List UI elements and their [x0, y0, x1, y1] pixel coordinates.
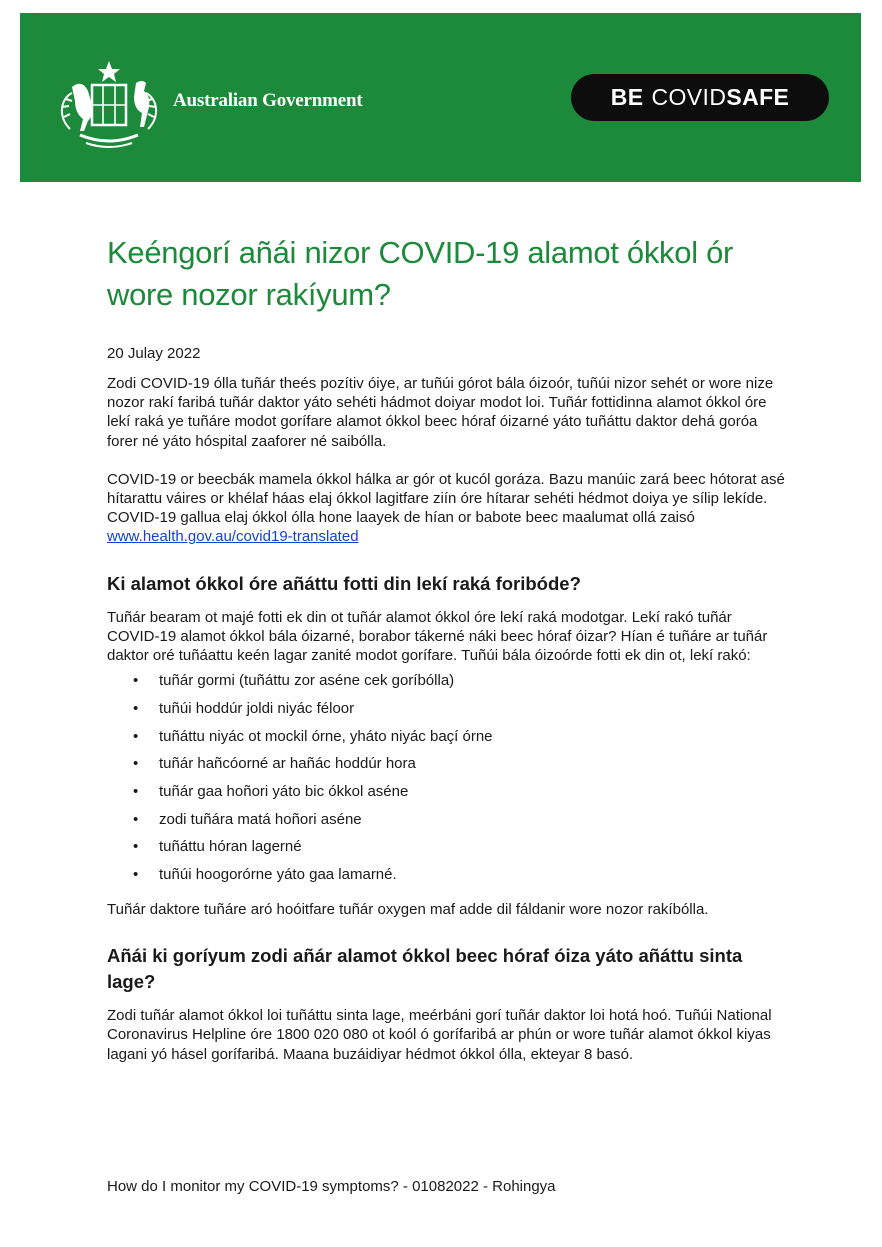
coat-of-arms-icon: [50, 57, 168, 149]
list-item: • zodi tuñára matá hoñori aséne: [107, 810, 787, 829]
intro-paragraph-2-text: COVID-19 or beecbák mamela ókkol hálka ar gór ot kucól goráza. Bazu manúic zará beec hótorat asé hítarattu váires or khélaf háas elaj ókkol lagitfare ziín óre hítarar sehéti hédmot doiya ye sílip lekíde. COVID-19 gallua elaj ókkol ólla hone laayek de hían or babote beec maalumat ollá zaisó: [107, 470, 785, 527]
section2-heading: Añái ki goríyum zodi añár alamot ókkol beec hóraf óiza yáto añáttu sinta lage?: [107, 945, 743, 993]
publication-date: 20 Julay 2022: [107, 345, 201, 362]
section2-paragraph: Zodi tuñár alamot ókkol loi tuñáttu sinta lage, meérbáni gorí tuñár daktor loi hotá hoó. Tuñúi National Coronavirus Helpline óre 1800 020 080 ot koól ó gorífaribá ar phún or wore tuñár alamot ókkol kiyas lagani yó hásel gorífaribá. Maana buzáidiyar hédmot ókkol ólla, ekteyar 8 basó.: [107, 1007, 772, 1063]
section1-intro: Tuñár bearam ot majé fotti ek din ot tuñár alamot ókkol óre lekí raká modotgar. Lekí rakó tuñár COVID-19 alamot ókkol bála óizarné, borabor tákerné náki beec hóraf óizar? Hían é tuñáre ar tuñár daktor oré tuñáattu keén lagar zanité modot gorífare. Tuñúi bála óizoórde fotti ek din ot, lekí rakó:: [107, 608, 768, 665]
badge-part-safe: SAFE: [726, 84, 790, 110]
badge-part-be: BE: [610, 84, 644, 110]
covidsafe-badge: [571, 74, 829, 121]
page-title: Keéngorí añái nizor COVID-19 alamot ókkol ór wore nozor rakíyum?: [107, 235, 734, 312]
page-footer: How do I monitor my COVID-19 symptoms? - 01082022 - Rohingya: [107, 1178, 556, 1195]
government-name: Australian Government: [173, 90, 363, 111]
list-item: • tuñúi hoddúr joldi niyác féloor: [107, 699, 787, 718]
badge-part-covid: COVID: [651, 84, 727, 110]
symptom-list: [107, 671, 787, 884]
intro-paragraph-1: Zodi COVID-19 ólla tuñár theés pozítiv óiye, ar tuñúi górot bála óizoór, tuñúi nizor sehét or wore nize nozor rakí faribá tuñár daktor yáto sehéti hádmot doiyar modot loi. Tuñár fottidinna alamot ókkol óre lekí raká ye tuñáre modot gorífare alamot ókkol beec hóraf óizarné yáto tuñáttu daktor dehá goróa forer né yáto hóspital zaaforer né saibólla.: [107, 375, 774, 450]
section1-heading: Ki alamot ókkol óre añáttu fotti din lekí raká foribóde?: [107, 572, 581, 594]
government-header: [20, 13, 861, 182]
section1-closing: Tuñár daktore tuñáre aró hoóitfare tuñár oxygen maf adde dil fáldanir wore nozor rakíbólla.: [107, 901, 709, 919]
document-body: [107, 232, 787, 1064]
list-item: • tuñáttu niyác ot mockil órne, yháto niyác baçí órne: [107, 727, 787, 746]
list-item: • tuñúi hoogorórne yáto gaa lamarné.: [107, 865, 787, 884]
list-item: • tuñár hañcóorné ar hañác hoddúr hora: [107, 754, 787, 773]
intro-paragraph-2: [107, 470, 787, 547]
list-item: • tuñáttu hóran lagerné: [107, 837, 787, 856]
list-item: • tuñár gormi (tuñáttu zor aséne cek goríbólla): [107, 671, 787, 690]
list-item: • tuñár gaa hoñori yáto bic ókkol aséne: [107, 782, 787, 801]
health-translated-link[interactable]: www.health.gov.au/covid19-translated: [107, 528, 359, 546]
